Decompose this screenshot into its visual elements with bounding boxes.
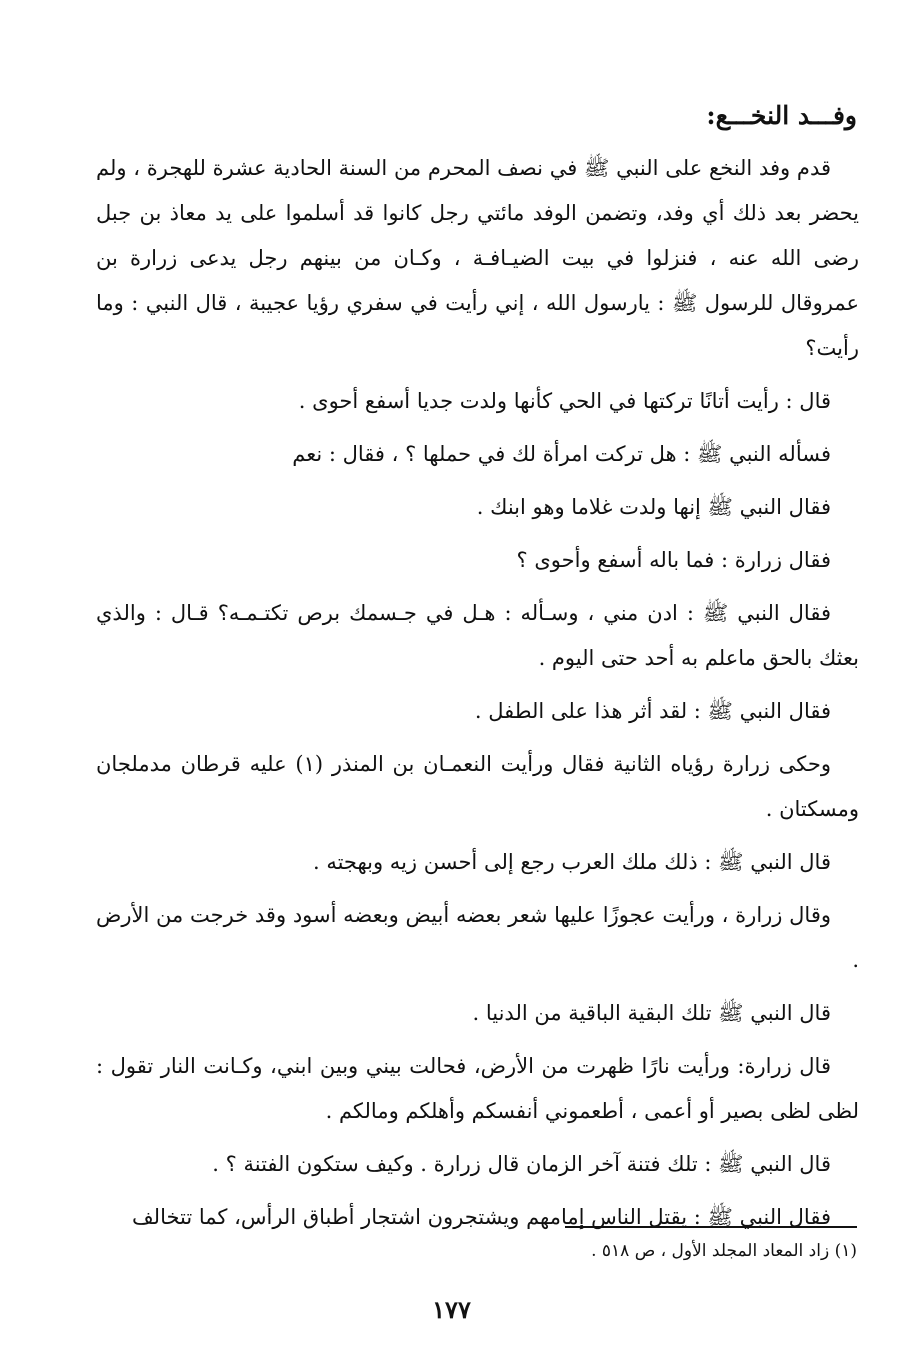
page-number: ١٧٧ xyxy=(432,1295,471,1324)
section-heading: وفـــد النخـــع: xyxy=(706,101,857,130)
paragraph-remainder-of-world: قال النبي ﷺ تلك البقية الباقية من الدنيا . xyxy=(472,1001,831,1025)
paragraph-fire: قال زرارة: ورأيت نارًا ظهرت من الأرض، فحالت بيني وبين ابني، وكـانت النار تقول : لظى لظى بصير أو أعمى ، أطعموني أنفسكم وأهلكم ومالكم . xyxy=(96,1054,859,1123)
footnote: (١) زاد المعاد المجلد الأول ، ص ٥١٨ . xyxy=(591,1241,857,1261)
paragraph-intro: قدم وفد النخع على النبي ﷺ في نصف المحرم من السنة الحادية عشرة للهجرة ، ولم يحضر بعد ذلك أي وفد، وتضمن الوفد مائتي رجل كانوا قد أسلموا على يد معاذ بن جبل رضى الله عنه ، فنزلوا في بيت الضيـافـة ، وكـان من بينهم رجل يدعى زرارة بن عمروقال للرسول ﷺ : يارسول الله ، إني رأيت في سفري رؤيا عجيبة ، قال النبي : وما رأيت؟ xyxy=(96,156,859,360)
page-body xyxy=(96,96,859,1248)
paragraph-prophet-question: فسأله النبي ﷺ : هل تركت امرأة لك في حملها ؟ ، فقال : نعم xyxy=(292,442,831,466)
paragraph-dream-she-donkey: قال : رأيت أتانًا تركتها في الحي كأنها ولدت جديا أسفع أحوى . xyxy=(298,389,831,413)
paragraph-zurara-question: فقال زرارة : فما باله أسفع وأحوى ؟ xyxy=(516,548,831,572)
paragraph-second-dream: وحكى زرارة رؤياه الثانية فقال ورأيت النعمـان بن المنذر (١) عليه قرطان مدملجان ومسكتان . xyxy=(96,752,859,821)
paragraph-king-of-arabs: قال النبي ﷺ : ذلك ملك العرب رجع إلى أحسن زيه وبهجته . xyxy=(312,850,831,874)
paragraph-son-answer: فقال النبي ﷺ إنها ولدت غلاما وهو ابنك . xyxy=(476,495,831,519)
paragraph-leprosy: فقال النبي ﷺ : ادن مني ، وسـأله : هـل في جـسمك برص تكتـمـه؟ قـال : والذي بعثك بالحق ماعلم به أحد حتى اليوم . xyxy=(96,601,859,670)
paragraph-old-woman: وقال زرارة ، ورأيت عجوزًا عليها شعر بعضه أبيض وبعضه أسود وقد خرجت من الأرض . xyxy=(96,903,859,972)
paragraph-effect-on-child: فقال النبي ﷺ : لقد أثر هذا على الطفل . xyxy=(474,699,831,723)
footnote-divider xyxy=(565,1226,857,1228)
paragraph-fitna: قال النبي ﷺ : تلك فتنة آخر الزمان قال زرارة . وكيف ستكون الفتنة ؟ . xyxy=(212,1152,831,1176)
paragraph-last: فقال النبي ﷺ : يقتل الناس إمامهم ويشتجرون اشتجار أطباق الرأس، كما تتخالف xyxy=(131,1205,831,1229)
